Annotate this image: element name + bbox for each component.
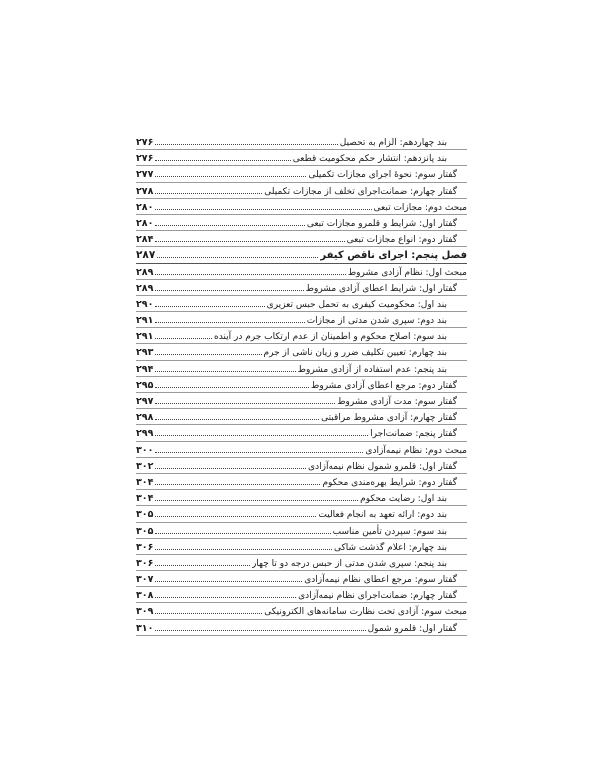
dot-leader [155, 312, 304, 323]
toc-page-number: ۲۹۱ [136, 315, 154, 327]
dot-leader [155, 183, 262, 194]
toc-row [136, 425, 467, 441]
toc-chapter-row [136, 247, 467, 263]
toc-page-number: ۲۸۹ [136, 282, 154, 294]
toc-row [136, 474, 467, 490]
dot-leader [155, 555, 250, 566]
toc-page-number: ۳۰۵ [136, 509, 154, 521]
toc-row [136, 280, 467, 296]
dot-leader [155, 361, 295, 372]
toc-entry-title: بند پنجم: سپری شدن مدتی از حبس درجه دو تا چهار [251, 558, 447, 569]
dot-leader [155, 587, 296, 598]
toc-page-number: ۲۹۳ [136, 347, 154, 359]
toc-entry-title: گفتار سوم: مرجع اعطای نظام نیمه‌آزادی [304, 575, 457, 586]
toc-row [136, 490, 467, 506]
toc-row [136, 393, 467, 409]
toc-page-number: ۳۰۰ [136, 444, 154, 456]
toc-page-number: ۲۷۶ [136, 137, 154, 148]
dot-leader [155, 571, 302, 582]
dot-leader [155, 474, 320, 485]
toc-page-number: ۳۰۹ [136, 606, 154, 618]
toc-row [136, 264, 467, 280]
toc-entry-title: مبحث سوم: آزادی تحت نظارت سامانه‌های الکترونیکی [264, 607, 467, 618]
toc-row [136, 166, 467, 182]
dot-leader [155, 603, 262, 614]
dot-leader [155, 199, 371, 210]
toc-page-number: ۲۸۰ [136, 201, 154, 213]
toc-page-number: ۲۹۹ [136, 428, 154, 440]
dot-leader [155, 425, 368, 436]
dot-leader [155, 442, 363, 453]
toc-entry-title: مبحث اول: نظام آزادی مشروط [347, 267, 467, 278]
dot-leader [155, 280, 303, 291]
toc-entry-title: بند پانزدهم: انتشار حکم محکومیت قطعی [292, 154, 447, 165]
dot-leader [155, 264, 345, 275]
table-of-contents [136, 134, 467, 636]
toc-row [136, 539, 467, 555]
toc-row [136, 215, 467, 231]
toc-entry-title: گفتار دوم: انواع مجازات تبعی [346, 235, 457, 246]
toc-page-number: ۲۹۰ [136, 298, 154, 310]
dot-leader [155, 150, 290, 161]
toc-entry-title: گفتار سوم: مدت آزادی مشروط [337, 397, 457, 407]
toc-row [136, 571, 467, 587]
toc-entry-title: بند چهارم: اعلام گذشت شاکی [333, 542, 447, 553]
dot-leader [155, 166, 306, 177]
toc-entry-title: بند دوم: سپری شدن مدتی از مجازات [306, 316, 447, 327]
toc-entry-title: گفتار اول: شرایط و قلمرو مجازات تبعی [306, 218, 457, 229]
toc-row [136, 134, 467, 150]
toc-row [136, 312, 467, 328]
dot-leader [155, 409, 319, 420]
toc-entry-title: گفتار اول: شرایط اعطای آزادی مشروط [305, 283, 457, 294]
toc-row [136, 296, 467, 312]
toc-page-number: ۲۸۰ [136, 217, 154, 229]
dot-leader [155, 393, 335, 404]
toc-entry-title: گفتار سوم: نحوهٔ اجرای مجازات تکمیلی [308, 170, 457, 181]
toc-entry-title: بند اول: محکومیت کیفری به تحمل حبس تعزیری [266, 299, 447, 310]
toc-page-number: ۲۷۷ [136, 169, 154, 181]
toc-page-number: ۲۷۶ [136, 153, 154, 165]
dot-leader [157, 247, 318, 258]
toc-row [136, 587, 467, 603]
toc-page-number: ۲۸۷ [136, 249, 156, 262]
dot-leader [155, 344, 261, 355]
toc-page-number: ۳۰۲ [136, 460, 154, 472]
toc-page-number: ۲۹۷ [136, 396, 154, 407]
toc-row [136, 150, 467, 166]
toc-entry-title: بند سوم: سپردن تأمین مناسب [332, 526, 447, 537]
toc-row [136, 523, 467, 539]
dot-leader [155, 539, 332, 550]
toc-page-number: ۳۱۰ [136, 622, 154, 634]
dot-leader [155, 620, 365, 631]
toc-row [136, 199, 467, 215]
toc-entry-title: بند سوم: اصلاح محکوم و اطمینان از عدم ارتکاب جرم در آینده [213, 332, 447, 343]
dot-leader [155, 215, 304, 226]
toc-page-number: ۲۹۸ [136, 412, 154, 424]
toc-entry-title: گفتار چهارم: آزادی مشروط مراقبتی [321, 413, 457, 424]
toc-row [136, 377, 467, 393]
toc-entry-title: گفتار پنجم: ضمانت‌اجرا [370, 429, 457, 440]
toc-page-number: ۳۰۵ [136, 525, 154, 537]
toc-entry-title: گفتار دوم: مرجع اعطای آزادی مشروط [311, 380, 457, 391]
toc-entry-title: گفتار اول: قلمرو شمول [367, 623, 457, 634]
toc-entry-title: بند اول: رضایت محکوم [360, 494, 447, 505]
toc-page-number: ۲۸۴ [136, 234, 154, 246]
toc-row [136, 344, 467, 360]
toc-entry-title: گفتار چهارم: ضمانت‌اجرای نظام نیمه‌آزادی [298, 591, 457, 602]
toc-page-number: ۳۰۴ [136, 476, 154, 488]
dot-leader [155, 231, 344, 242]
toc-row [136, 231, 467, 247]
toc-entry-title: گفتار دوم: شرایط بهره‌مندی محکوم [322, 477, 457, 488]
toc-entry-title: بند پنجم: عدم استفاده از آزادی مشروط [297, 364, 447, 375]
toc-entry-title: فصل پنجم: اجرای ناقص کیفر [320, 250, 467, 262]
toc-page-number: ۳۰۴ [136, 493, 154, 505]
toc-row [136, 409, 467, 425]
dot-leader [155, 458, 306, 469]
toc-page-number: ۳۰۶ [136, 557, 154, 569]
toc-entry-title: گفتار چهارم: ضمانت‌اجرای تخلف از مجازات تکمیلی [264, 186, 457, 197]
dot-leader [155, 328, 212, 339]
toc-row [136, 620, 467, 636]
dot-leader [155, 134, 337, 145]
toc-row [136, 183, 467, 199]
toc-page-number: ۲۷۸ [136, 185, 154, 197]
dot-leader [155, 377, 309, 388]
toc-page-number: ۲۹۵ [136, 379, 154, 391]
toc-page-number: ۳۰۸ [136, 590, 154, 602]
toc-row [136, 603, 467, 619]
toc-page-number: ۳۰۶ [136, 541, 154, 553]
toc-row [136, 458, 467, 474]
toc-row [136, 328, 467, 344]
dot-leader [155, 296, 264, 307]
toc-row [136, 361, 467, 377]
toc-row [136, 555, 467, 571]
toc-entry-title: گفتار اول: قلمرو شمول نظام نیمه‌آزادی [308, 461, 457, 472]
toc-page-number: ۲۹۴ [136, 363, 154, 375]
toc-entry-title: مبحث دوم: نظام نیمه‌آزادی [365, 445, 467, 456]
toc-row [136, 506, 467, 522]
dot-leader [155, 490, 358, 501]
toc-entry-title: بند چهاردهم: الزام به تحصیل [339, 138, 447, 148]
toc-entry-title: بند چهارم: تعیین تکلیف ضرر و زیان ناشی از جرم [263, 348, 447, 359]
toc-entry-title: مبحث دوم: مجازات تبعی [373, 202, 467, 213]
toc-page-number: ۲۹۱ [136, 331, 154, 343]
dot-leader [155, 523, 330, 534]
toc-page-number: ۳۰۷ [136, 574, 154, 586]
toc-page-number: ۲۸۹ [136, 266, 154, 278]
toc-entry-title: بند دوم: ارائه تعهد به انجام فعالیت [318, 510, 447, 521]
toc-row [136, 442, 467, 458]
dot-leader [155, 506, 316, 517]
